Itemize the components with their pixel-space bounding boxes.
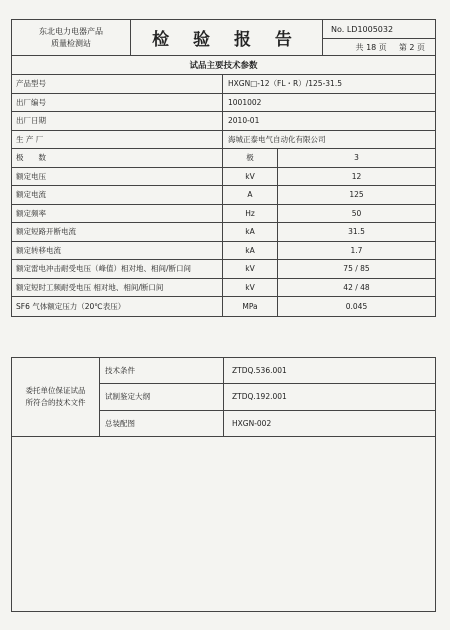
row-unit: kV xyxy=(223,279,278,297)
docs-section-label xyxy=(12,358,100,436)
row-label: 额定雷电冲击耐受电压（峰值）相对地、相间/断口间 xyxy=(12,260,223,278)
row-label: 生 产 厂 xyxy=(12,131,223,149)
doc-name: 总装配图 xyxy=(100,411,224,436)
row-unit: kA xyxy=(223,223,278,241)
total-pages: 共 18 页 xyxy=(355,42,387,52)
row-value: 海城正泰电气自动化有限公司 xyxy=(228,134,326,144)
row-value: HXGN□-12（FL・R）/125-31.5 xyxy=(228,79,342,89)
row-label: 额定短路开断电流 xyxy=(12,223,223,241)
row-label: 额定频率 xyxy=(12,205,223,223)
table-row xyxy=(12,94,435,113)
row-label: 极 数 xyxy=(12,149,223,167)
table-row xyxy=(12,149,435,168)
row-value: 42 / 48 xyxy=(343,282,370,292)
row-label: 出厂日期 xyxy=(12,112,223,130)
row-label: 额定转移电流 xyxy=(12,242,223,260)
row-unit: 极 xyxy=(223,149,278,167)
docs-label-line-2: 所符合的技术文件 xyxy=(25,398,86,407)
row-unit: kV xyxy=(223,260,278,278)
row-unit: Hz xyxy=(223,205,278,223)
table-row xyxy=(12,242,435,261)
table-row xyxy=(12,279,435,298)
table-row xyxy=(12,297,435,316)
doc-name: 试制鉴定大纲 xyxy=(100,384,224,409)
table-row xyxy=(100,358,435,384)
row-value: 1.7 xyxy=(350,245,363,255)
section-title: 试品主要技术参数 xyxy=(12,56,435,75)
table-row xyxy=(12,75,435,94)
page-info xyxy=(323,39,435,55)
doc-code: ZTDQ.536.001 xyxy=(232,366,287,376)
table-row xyxy=(12,168,435,187)
parameters-table xyxy=(11,56,436,317)
row-label: SF6 气体额定压力（20℃表压） xyxy=(12,297,223,316)
issuing-organization xyxy=(12,20,131,55)
org-line-2: 质量检测站 xyxy=(51,38,91,48)
org-line-1: 东北电力电器产品 xyxy=(39,26,103,36)
row-value: 50 xyxy=(351,208,362,218)
row-label: 产品型号 xyxy=(12,75,223,93)
table-row xyxy=(12,112,435,131)
docs-rows xyxy=(100,358,435,436)
row-unit: kA xyxy=(223,242,278,260)
row-value: 0.045 xyxy=(345,301,368,311)
doc-code: HXGN-002 xyxy=(232,418,272,428)
row-value: 75 / 85 xyxy=(343,264,370,274)
table-row xyxy=(100,411,435,436)
technical-documents-table xyxy=(11,357,436,437)
row-label: 额定短时工频耐受电压 相对地、相间/断口间 xyxy=(12,279,223,297)
row-value: 31.5 xyxy=(348,227,365,237)
report-meta xyxy=(323,20,435,55)
row-value: 2010-01 xyxy=(228,116,260,126)
table-row xyxy=(12,260,435,279)
table-row xyxy=(12,186,435,205)
table-row xyxy=(12,205,435,224)
row-label: 额定电压 xyxy=(12,168,223,186)
doc-code: ZTDQ.192.001 xyxy=(232,392,287,402)
row-value: 1001002 xyxy=(228,97,262,107)
docs-label-line-1: 委托单位保证试品 xyxy=(25,386,86,395)
table-row xyxy=(12,131,435,150)
row-label: 额定电流 xyxy=(12,186,223,204)
table-row xyxy=(12,223,435,242)
row-value: 125 xyxy=(349,190,364,200)
row-unit: MPa xyxy=(223,297,278,316)
blank-area xyxy=(11,436,436,612)
report-number: No. LD1005032 xyxy=(323,20,435,39)
doc-name: 技术条件 xyxy=(100,358,224,383)
page-number: 第 2 页 xyxy=(398,42,425,52)
row-value: 12 xyxy=(351,171,362,181)
row-label: 出厂编号 xyxy=(12,94,223,112)
row-unit: A xyxy=(223,186,278,204)
row-value: 3 xyxy=(354,153,359,163)
row-unit: kV xyxy=(223,168,278,186)
report-header xyxy=(11,19,436,56)
report-title: 检 验 报 告 xyxy=(131,20,323,55)
table-row xyxy=(100,384,435,410)
